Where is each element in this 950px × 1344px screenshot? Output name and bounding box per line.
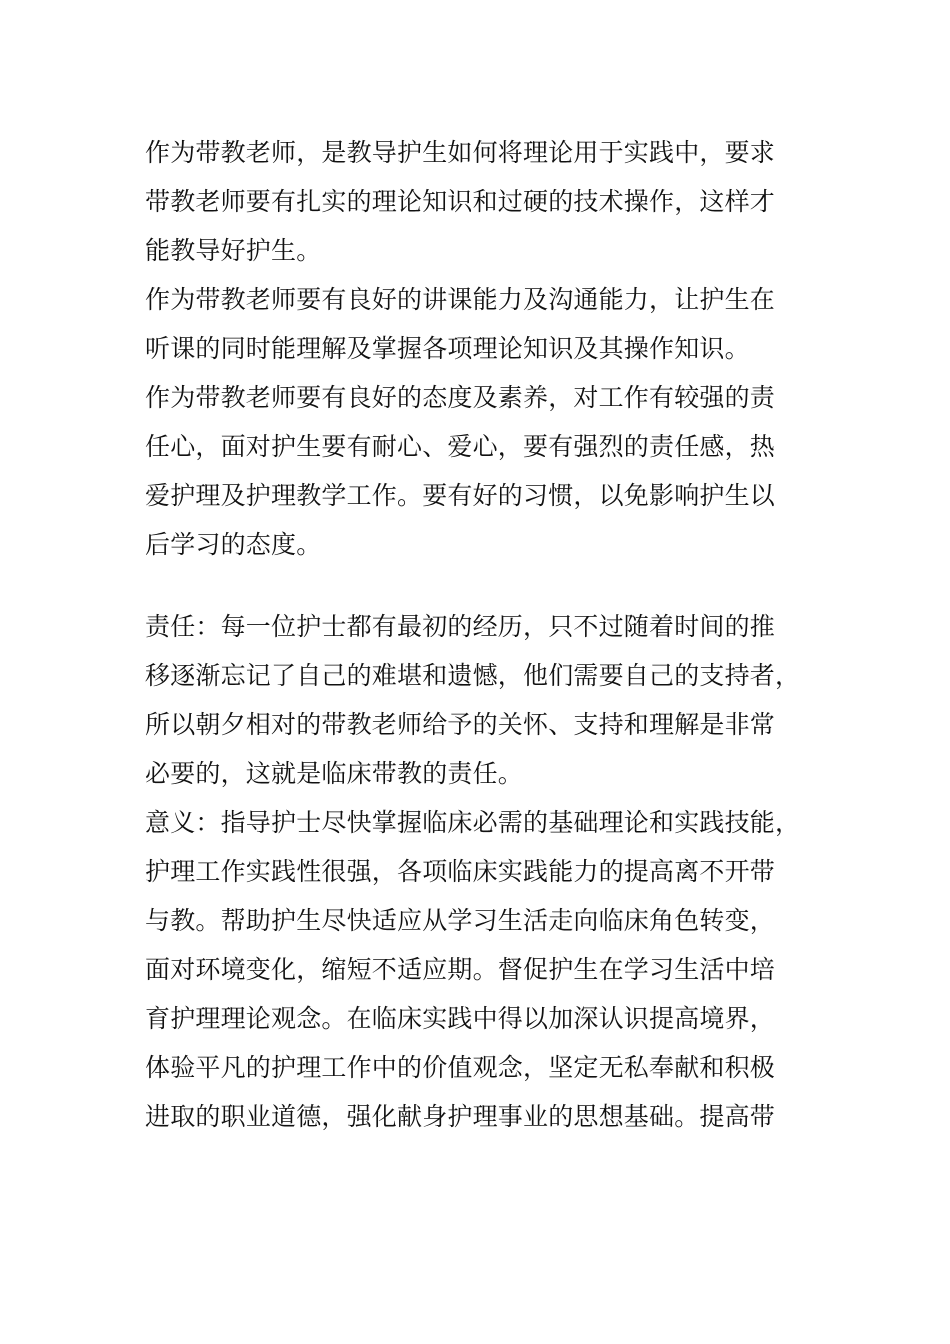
- text-line: 能教导好护生。: [145, 236, 322, 265]
- text-line: 听课的同时能理解及掌握各项理论知识及其操作知识。: [145, 334, 750, 363]
- text-line: 作为带教老师要有良好的讲课能力及沟通能力，让护生在: [145, 285, 776, 314]
- text-line: 与教。帮助护生尽快适应从学习生活走向临床角色转变，: [145, 906, 776, 935]
- text-line: 后学习的态度。: [145, 530, 322, 559]
- text-line: 面对环境变化，缩短不适应期。督促护生在学习生活中培: [145, 955, 776, 984]
- text-line: 进取的职业道德，强化献身护理事业的思想基础。提高带: [145, 1102, 776, 1131]
- text-line: 爱护理及护理教学工作。要有好的习惯，以免影响护生以: [145, 481, 776, 510]
- text-line: 作为带教老师要有良好的态度及素养，对工作有较强的责: [145, 383, 776, 412]
- text-line: 体验平凡的护理工作中的价值观念，坚定无私奉献和积极: [145, 1053, 776, 1082]
- text-line: 作为带教老师，是教导护生如何将理论用于实践中，要求: [145, 138, 776, 167]
- text-line: 任心，面对护生要有耐心、爱心，要有强烈的责任感，热: [145, 432, 776, 461]
- text-line: 必要的，这就是临床带教的责任。: [145, 759, 524, 788]
- text-line: 所以朝夕相对的带教老师给予的关怀、支持和理解是非常: [145, 710, 776, 739]
- text-line: 带教老师要有扎实的理论知识和过硬的技术操作，这样才: [145, 187, 776, 216]
- text-line: 移逐渐忘记了自己的难堪和遗憾，他们需要自己的支持者，: [145, 661, 801, 690]
- paragraph-group-responsibility-significance: [145, 602, 805, 1141]
- text-line: 育护理理论观念。在临床实践中得以加深认识提高境界，: [145, 1004, 776, 1033]
- paragraph-group-teacher-requirements: [145, 128, 805, 569]
- text-line: 责任：每一位护士都有最初的经历，只不过随着时间的推: [145, 612, 776, 641]
- text-line: 意义：指导护士尽快掌握临床必需的基础理论和实践技能，: [145, 808, 801, 837]
- text-line: 护理工作实践性很强，各项临床实践能力的提高离不开带: [145, 857, 776, 886]
